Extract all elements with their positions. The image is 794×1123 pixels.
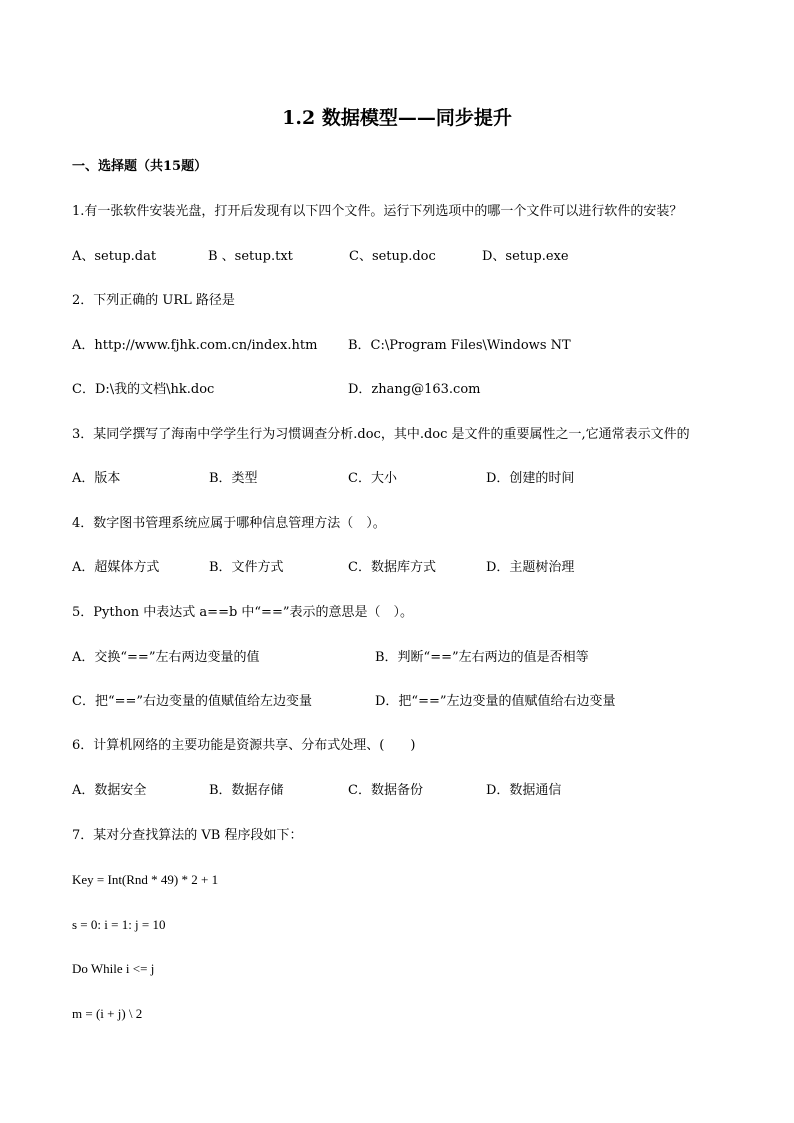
option-a: A．http://www.fjhk.com.cn/index.htm [72, 338, 318, 353]
option-d: D、setup.exe [482, 249, 569, 264]
question-7-stem: 7．某对分查找算法的 VB 程序段如下： [72, 828, 303, 843]
option-d: D．把“==”左边变量的值赋值给右边变量 [375, 694, 616, 709]
option-d: D．数据通信 [486, 783, 562, 798]
code-line: m = (i + j) \ 2 [72, 1006, 143, 1021]
question-5-stem: 5．Python 中表达式 a==b 中“==”表示的意思是（ ）。 [72, 605, 413, 620]
option-a: A．数据安全 [72, 783, 147, 798]
question-3-stem: 3．某同学撰写了海南中学学生行为习惯调查分析.doc，其中.doc 是文件的重要属性之一,它通常表示文件的 [72, 427, 690, 442]
option-c: C、setup.doc [349, 249, 436, 264]
option-c: C．数据备份 [348, 783, 423, 798]
option-c: C．把“==”右边变量的值赋值给左边变量 [72, 694, 313, 709]
question-1-stem: 1.有一张软件安装光盘，打开后发现有以下四个文件。运行下列选项中的哪一个文件可以进行软件的安装？ [72, 204, 683, 219]
option-c: C．D:\我的文档\hk.doc [72, 382, 215, 397]
option-c: C．大小 [348, 471, 397, 486]
option-a: A．交换“==”左右两边变量的值 [72, 650, 260, 665]
page-title: 1.2 数据模型——同步提升 [282, 107, 512, 129]
option-a: A．超媒体方式 [72, 560, 160, 575]
option-d: D．主题树治理 [486, 560, 575, 575]
option-b: B．文件方式 [209, 560, 284, 575]
question-2-stem: 2．下列正确的 URL 路径是 [72, 293, 235, 308]
question-6-stem: 6．计算机网络的主要功能是资源共享、分布式处理、( ) [72, 738, 416, 753]
option-b: B 、setup.txt [208, 249, 293, 264]
option-c: C．数据库方式 [348, 560, 436, 575]
section-heading: 一、选择题（共15题） [72, 159, 208, 174]
option-b: B．类型 [209, 471, 258, 486]
code-line: Do While i <= j [72, 961, 155, 976]
option-d: D．创建的时间 [486, 471, 575, 486]
question-4-stem: 4．数字图书管理系统应属于哪种信息管理方法（ ）。 [72, 516, 386, 531]
option-b: B．数据存储 [209, 783, 284, 798]
option-d: D．zhang@163.com [348, 382, 481, 397]
code-line: s = 0: i = 1: j = 10 [72, 917, 166, 932]
code-line: Key = Int(Rnd * 49) * 2 + 1 [72, 872, 219, 887]
option-a: A、setup.dat [72, 249, 157, 264]
option-b: B．C:\Program Files\Windows NT [348, 338, 571, 353]
option-b: B．判断“==”左右两边的值是否相等 [375, 650, 589, 665]
option-a: A．版本 [72, 471, 121, 486]
